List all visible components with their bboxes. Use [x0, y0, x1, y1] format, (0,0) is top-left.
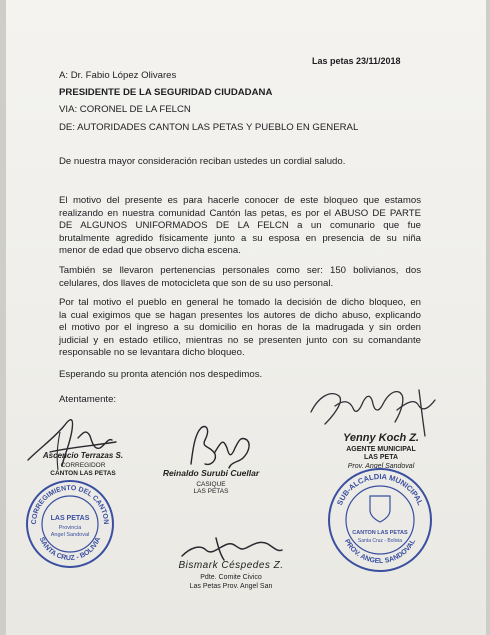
stamp-ring-top: SUB-ALCALDIA MUNICIPAL — [335, 471, 425, 507]
agente-role: AGENTE MUNICIPAL — [346, 446, 416, 453]
comite-role: Pdte. Comite Civico — [200, 574, 262, 581]
corregimiento-stamp — [24, 478, 116, 570]
paragraph-line: También se llevaron pertenencias personales como ser: 150 bolivianos, dos — [59, 265, 421, 276]
recipient-title: PRESIDENTE DE LA SEGURIDAD CIUDADANA — [59, 87, 273, 98]
stamp-center-line: Santa Cruz - Bolivia — [357, 538, 403, 544]
paragraph-2 — [59, 265, 421, 290]
stamp-center-line: LAS PETAS — [50, 515, 90, 522]
paragraph-line: celulares, dos llaves de motocicleta que son de su uso personal. — [59, 277, 334, 289]
agente-province: Prov. Angel Sandoval — [347, 463, 415, 470]
paragraph-line: el motivo por el ingreso a su domicilio en horas de la madrugada y sin orden — [59, 322, 421, 334]
stamp-center-line: Angel Sandoval — [50, 532, 90, 538]
shield-icon — [370, 496, 390, 522]
stamp-center-line: CANTON LAS PETAS — [352, 530, 408, 536]
agente-name: Yenny Koch Z. — [343, 432, 419, 444]
letter-page — [6, 0, 486, 635]
stamp-ring-bottom: PROV. ANGEL SANDOVAL — [342, 538, 418, 566]
corregidor-role: CORREGIDOR — [60, 462, 106, 469]
cacique-name: Reinaldo Surubi Cuellar — [162, 468, 260, 478]
paragraph-line: DE ALGUNOS UNIFORMADOS DE LA FELCN a un comunario que fue — [59, 220, 421, 232]
via-line: VIA: CORONEL DE LA FELCN — [59, 104, 191, 115]
corregidor-name: Ascencio Terrazas S. — [42, 451, 124, 460]
paragraph-line: la cual exigimos que se hagan presentes los autores de dicho abuso, explicando — [59, 309, 421, 321]
comite-name: Bismark Céspedes Z. — [178, 560, 284, 571]
cacique-place: LAS PETAS — [193, 488, 229, 495]
paragraph-line: brutalmente agredido físicamente junto a su esposa en presencia de su niña — [59, 232, 421, 244]
sign-off: Atentamente: — [59, 394, 117, 405]
paragraph-line: El motivo del presente es para hacerle conocer de este bloqueo que estamos — [59, 195, 421, 206]
paragraph-line: realizando en nuestra comunidad Cantón las petas, es por el ABUSO DE PARTE — [59, 207, 421, 219]
corregidor-place: CANTON LAS PETAS — [50, 470, 116, 477]
from-line: DE: AUTORIDADES CANTON LAS PETAS Y PUEBLO EN GENERAL — [59, 122, 359, 133]
stamp-ring-top: CORREGIMIENTO DEL CANTON — [30, 484, 110, 525]
stamp-ring-bottom: SANTA CRUZ - BOLIVIA — [37, 536, 103, 563]
paragraph-line: menor de edad que observo dicha escena. — [59, 245, 241, 257]
paragraph-line: responsable no se levantara dicho bloqueo. — [59, 347, 245, 359]
letter-date: Las petas 23/11/2018 — [312, 56, 401, 66]
comite-place: Las Petas Prov. Angel San — [189, 583, 273, 590]
greeting: De nuestra mayor consideración reciban ustedes un cordial saludo. — [59, 156, 346, 167]
sub-alcaldia-stamp — [326, 466, 434, 574]
paragraph-line: judicial y en estado etílico, mientras no se presenten junto con su comandante — [59, 334, 421, 346]
closing-line: Esperando su pronta atención nos despedimos. — [59, 369, 263, 380]
cacique-role: CASIQUE — [196, 481, 226, 488]
agente-place: LAS PETA — [363, 454, 399, 461]
recipient-line: A: Dr. Fabio López Olivares — [59, 70, 177, 81]
stamp-center-line: Provincia — [58, 525, 82, 531]
paragraph-1 — [59, 195, 421, 258]
paragraph-line: Por tal motivo el pueblo en general he tomado la decisión de dicho bloqueo, en — [59, 297, 421, 308]
paragraph-3 — [59, 297, 421, 360]
